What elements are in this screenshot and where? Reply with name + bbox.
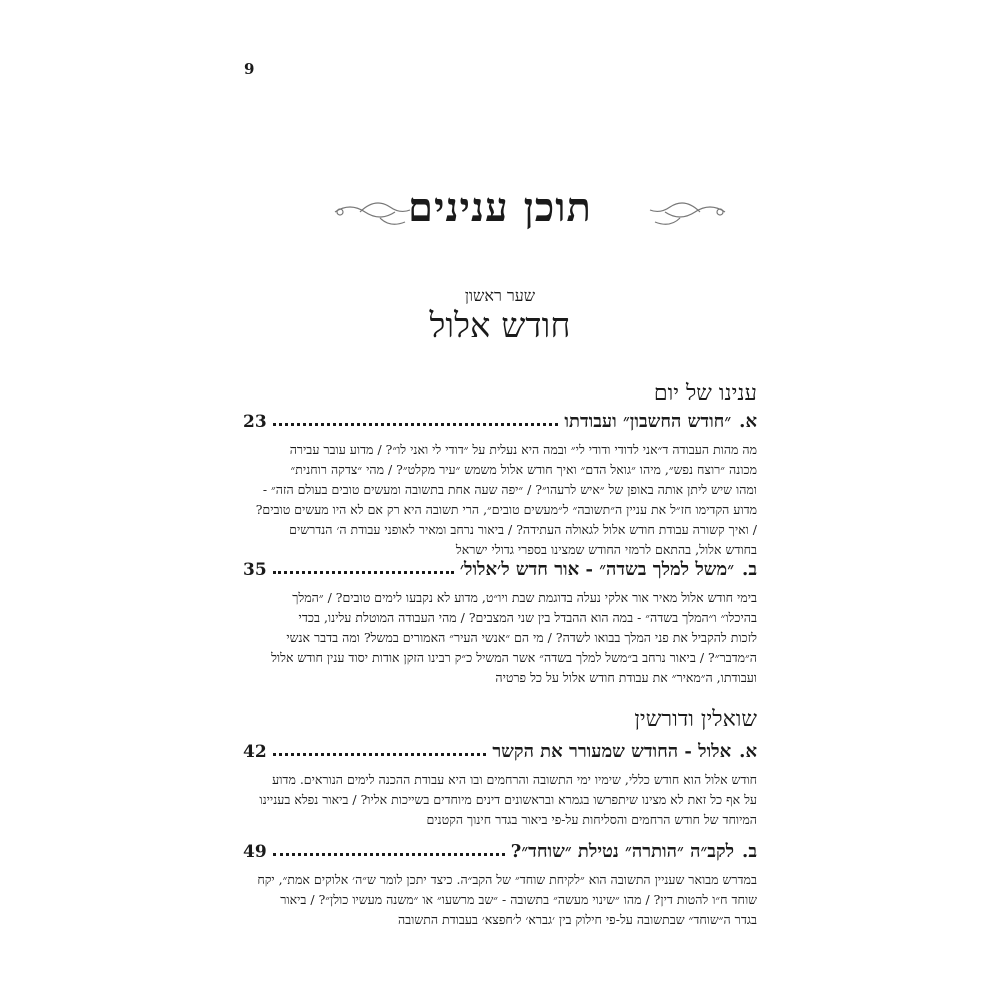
description-line: מה מהות העבודה ד״אני לדודי ודודי לי״ ובמה היא נעלית על ״דודי לי ואני לו״? / מדוע עובר עבירה — [289, 442, 757, 457]
description-line: על אף כל זאת לא מצינו שיתפרשו בגמרא ובראשונים דינים מיוחדים בשייכות אליו? / ביאור נפלא בעניינו — [259, 792, 757, 807]
page-title: תוכן ענינים — [408, 184, 592, 231]
page-number: 9 — [244, 60, 255, 78]
entry-header — [243, 408, 757, 432]
entry-letter: ב. — [742, 559, 757, 580]
entry-page-number: 23 — [243, 412, 267, 432]
toc-entry — [243, 738, 757, 830]
description-line: לזכות להקביל את פני המלך בבואו לשדה? / מי הם ״אנשי העיר״ האמורים במשל? ומה בדבר אנשי — [286, 630, 757, 645]
gate-title: חודש אלול — [429, 306, 571, 346]
entry-title: אלול - החודש שמעורר את הקשר — [492, 741, 732, 762]
entry-letter: א. — [739, 411, 757, 432]
entry-page-number: 42 — [243, 742, 267, 762]
description-line: מכונה ״רוצח נפש״, מיהו ״גואל הדם״ ואיך חודש אלול משמש ״עיר מקלט״? / מהי ״צדקה רוחנית״ — [290, 462, 757, 477]
entry-header — [243, 838, 757, 862]
entry-description — [243, 588, 757, 688]
entry-description — [243, 440, 757, 560]
entry-letter: ב. — [742, 841, 757, 862]
toc-entry — [243, 838, 757, 930]
description-line: ומהו שיש ליתן אותה באופן של ״איש לרעהו״? / ״יפה שעה אחת בתשובה ומעשים טובים בעולם הזה״ - — [262, 482, 757, 497]
description-line: בימי חודש אלול מאיר אור אלקי נעלה בדוגמת שבת ויו״ט, מדוע לא נקבעו לימים טובים? / ״המלך — [292, 590, 757, 605]
description-line: בהיכלו״ ו״המלך בשדה״ - במה הוא ההבדל בין שני המצבים? / מהי העבודה המוטלת עלינו, בכדי — [298, 610, 757, 625]
description-line: / ואיך קשורה עבודת חודש אלול לגאולה העתידה? / ביאור נרחב ומאיר לאופני עבודת ה׳ הנדרשים — [289, 522, 757, 537]
entry-page-number: 49 — [243, 842, 267, 862]
toc-entry — [243, 408, 757, 560]
dot-leader — [273, 853, 505, 856]
section-heading-2: שואלין ודורשין — [634, 707, 757, 732]
description-line: שוחד ח״ו להטות דין? / מהו ״שינוי מעשה״ בתשובה - ״שב מרשעו״ או ״משנה מעשיו כולן״? / ביאור — [280, 892, 757, 907]
description-line: בגדר ה״שוחד״ שבתשובה על-פי חילוק בין ׳גברא׳ ל׳חפצא׳ בעבודת התשובה — [397, 912, 757, 927]
dot-leader — [273, 753, 487, 756]
entry-description — [243, 870, 757, 930]
gate-label: שער ראשון — [464, 286, 536, 305]
description-line: המיוחד של חודש הרחמים והסליחות על-פי ביאור בגדר חינוך הקטנים — [426, 812, 757, 827]
entry-title: ״חודש החשבון״ ועבודתו — [564, 411, 732, 432]
description-line: ה״מדבר״? / ביאור נרחב ב״משל למלך בשדה״ אשר המשיל כ״ק רבינו הזקן אודות יסוד ענין חודש אלול — [271, 650, 757, 665]
description-line: חודש אלול הוא חודש כללי, שימיו ימי התשובה והרחמים ובו היא עבודת ההכנה לימים הנוראים. מדוע — [272, 772, 757, 787]
entry-letter: א. — [739, 741, 757, 762]
dot-leader — [273, 423, 559, 426]
description-line: במדרש מבואר שעניין התשובה הוא ״לקיחת שוחד״ של הקב״ה. כיצד יתכן לומר ש״ה׳ אלוקים אמת״, יקח — [257, 872, 757, 887]
entry-title: לקב״ה ״הותרה״ נטילת ״שוחד״? — [510, 841, 735, 862]
entry-header — [243, 738, 757, 762]
description-line: ועבודתו, ה״מאיר״ את עבודת חודש אלול על כל פרטיה — [495, 670, 757, 685]
toc-entry — [243, 556, 757, 688]
entry-header — [243, 556, 757, 580]
description-line: מדוע הקדימו חז״ל את עניין ה״תשובה״ ל״מעשים טובים״, הרי תשובה היא רק אם לא היו מעשים טובים? — [255, 502, 757, 517]
entry-title: ״משל למלך בשדה״ - אור חדש ל׳אלול׳ — [459, 559, 735, 580]
section-heading-1: ענינו של יום — [653, 381, 757, 406]
description-line: בחודש אלול, בהתאם לרמזי החודש שמצינו בספרי גדולי ישראל — [455, 542, 757, 557]
entry-page-number: 35 — [243, 560, 267, 580]
dot-leader — [273, 571, 454, 574]
entry-description — [243, 770, 757, 830]
